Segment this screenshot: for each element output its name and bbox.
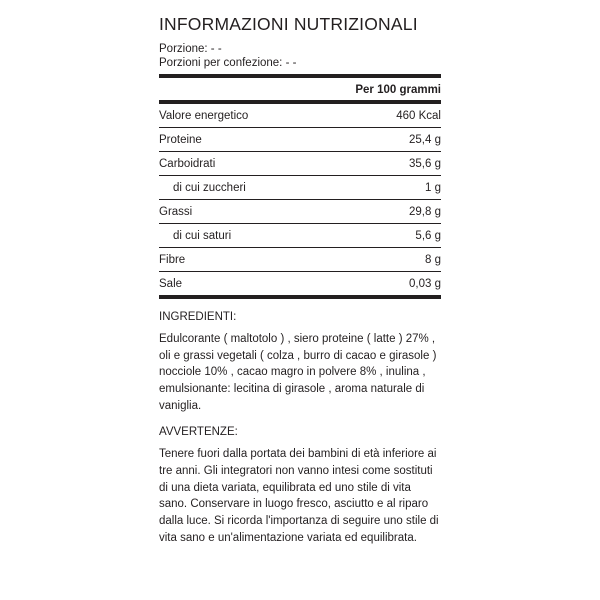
table-row (159, 248, 441, 272)
nutrient-label: Valore energetico (159, 102, 303, 128)
table-row (159, 200, 441, 224)
serving-size-line (159, 43, 453, 55)
nutrient-label: di cui saturi (159, 224, 303, 248)
nutrition-table-body (159, 78, 441, 297)
nutrient-label: di cui zuccheri (159, 176, 303, 200)
ingredients-section (159, 311, 441, 414)
nutrient-value: 460 Kcal (303, 102, 441, 128)
servings-per-container-label: Porzioni per confezione: (159, 57, 283, 69)
nutrient-value: 35,6 g (303, 152, 441, 176)
nutrient-value: 25,4 g (303, 128, 441, 152)
nutrient-value: 5,6 g (303, 224, 441, 248)
nutrient-label: Grassi (159, 200, 303, 224)
serving-size-value: - - (210, 43, 222, 55)
ingredients-title: INGREDIENTI: (159, 311, 237, 323)
basis-header: Per 100 grammi (303, 78, 441, 102)
table-row (159, 102, 441, 128)
warnings-title: AVVERTENZE: (159, 426, 238, 439)
table-row (159, 128, 441, 152)
servings-per-container-value: - - (285, 57, 297, 69)
warnings-section (159, 426, 441, 546)
nutrition-table (159, 78, 441, 299)
basis-header-spacer (159, 78, 303, 102)
nutrient-value: 1 g (303, 176, 441, 200)
table-row (159, 224, 441, 248)
table-row (159, 176, 441, 200)
warnings-text: Tenere fuori dalla portata dei bambini di età inferiore ai tre anni. Gli integratori non vanno intesi come sostituti di una dieta variata, equilibrata ed uno stile di vita sano. Conservare in luogo fresco, asciutto e al riparo dalla luce. Si ricorda l'importanza di seguire uno stile di vita sano e un'alimentazione variata ed equilibrata. (159, 448, 439, 544)
nutrition-label-panel (147, 0, 453, 600)
nutrient-value: 0,03 g (303, 272, 441, 298)
nutrient-label: Carboidrati (159, 152, 303, 176)
servings-per-container-line (159, 57, 453, 69)
page-title: INFORMAZIONI NUTRIZIONALI (159, 14, 418, 34)
nutrient-value: 8 g (303, 248, 441, 272)
serving-size-label: Porzione: (159, 43, 208, 55)
nutrient-label: Fibre (159, 248, 303, 272)
nutrient-label: Proteine (159, 128, 303, 152)
table-row (159, 272, 441, 298)
table-header-row (159, 78, 441, 102)
nutrient-label: Sale (159, 272, 303, 298)
nutrient-value: 29,8 g (303, 200, 441, 224)
table-row (159, 152, 441, 176)
ingredients-text: Edulcorante ( maltotolo ) , siero proteine ( latte ) 27% , oli e grassi vegetali ( colza , burro di cacao e girasole ) nocciole 10% , cacao magro in polvere 8% , inulina , emulsionante: lecitina di girasole , aroma naturale di vaniglia. (159, 333, 437, 412)
